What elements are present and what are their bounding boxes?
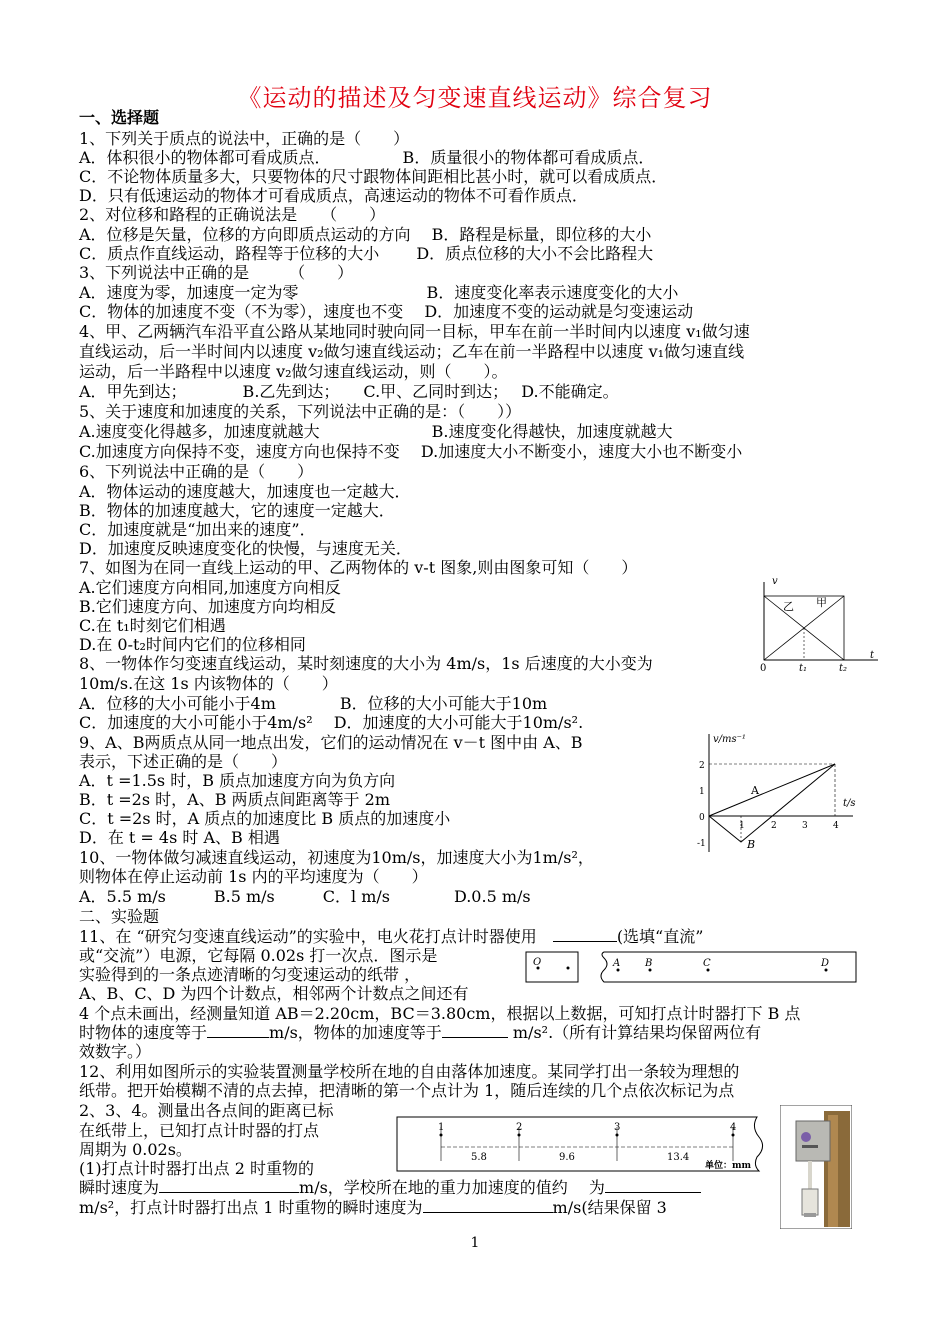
answer-blank-velocity-1[interactable] bbox=[423, 1198, 553, 1213]
question-4-line3: 运动，后一半路程中以速度 v₂做匀速直线运动，则（ ）。 bbox=[79, 362, 508, 381]
t-axis-label: t bbox=[870, 650, 875, 661]
q1-option-d: D．只有低速运动的物体才可看成质点，高速运动的物体不可看作质点． bbox=[79, 186, 588, 205]
yi-label: 乙 bbox=[783, 600, 794, 613]
x-axis-unit: t/s bbox=[843, 798, 856, 809]
q12-line7-text-b: m/s，学校所在地的重力加速度的值约 为 bbox=[299, 1178, 605, 1197]
q7-vt-graph bbox=[752, 572, 882, 672]
q4-options: A．甲先到达； B.乙先到达； C.甲、乙同时到达； D.不能确定。 bbox=[79, 382, 619, 401]
y-tick-2: 2 bbox=[699, 761, 705, 771]
answer-blank-gravity[interactable] bbox=[605, 1178, 701, 1193]
q12-paper-tape bbox=[395, 1113, 775, 1175]
question-5: 5、关于速度和加速度的关系，下列说法中正确的是：（ ）） bbox=[79, 402, 522, 421]
distance-2-3: 9.6 bbox=[559, 1152, 575, 1163]
y-tick-0: 0 bbox=[699, 813, 705, 823]
tape-label-o: O bbox=[533, 957, 542, 968]
point-3-label: 3 bbox=[614, 1122, 621, 1133]
q2-options-ab: A．位移是矢量，位移的方向即质点运动的方向 B．路程是标量，即位移的大小 bbox=[79, 225, 652, 244]
point-2-dot bbox=[518, 1134, 521, 1137]
x-tick-1: 1 bbox=[739, 821, 745, 831]
q9-option-d: D．在 t = 4s 时 A、B 相遇 bbox=[79, 828, 280, 847]
answer-blank-velocity-2[interactable] bbox=[159, 1178, 299, 1193]
q11-line6-text-a: 时物体的速度等于 bbox=[79, 1023, 208, 1042]
q9-option-b: B．t =2s 时，A、B 两质点间距离等于 2m bbox=[79, 790, 390, 809]
q10-options: A．5.5 m/s B.5 m/s C．l m/s D.0.5 m/s bbox=[79, 887, 531, 906]
question-4-line1: 4、甲、乙两辆汽车沿平直公路从某地同时驶向同一目标，甲车在前一半时间内以速度 v₁做匀速 bbox=[79, 322, 750, 341]
question-4-line2: 直线运动，后一半时间内以速度 v₂做匀速直线运动；乙车在前一半路程中以速度 v₁做匀速直线 bbox=[79, 342, 745, 361]
x-tick-2: 2 bbox=[771, 821, 777, 831]
q12-line8-text-b: m/s(结果保留 3 bbox=[552, 1198, 667, 1217]
jia-label: 甲 bbox=[816, 596, 827, 609]
q5-options-ab: A.速度变化得越多，加速度就越大 B.速度变化得越快，加速度就越大 bbox=[79, 422, 673, 441]
q7-option-d: D.在 0-t₂时间内它们的位移相同 bbox=[79, 635, 306, 654]
question-11-line5: 4 个点未画出，经测量知道 AB＝2.20cm，BC＝3.80cm，根据以上数据，可知打点计时器打下 B 点 bbox=[79, 1004, 801, 1023]
question-10-line1: 10、一物体做匀减速直线运动，初速度为10m/s，加速度大小为1m/s²， bbox=[79, 848, 594, 867]
question-10-line2: 则物体在停止运动前 1s 内的平均速度为（ ） bbox=[79, 867, 428, 886]
q5-options-cd: C.加速度方向保持不变，速度方向也保持不变 D.加速度大小不断变小，速度大小也不断变小 bbox=[79, 442, 743, 461]
question-11-line1 bbox=[79, 927, 703, 946]
q11-line6-text-b: m/s，物体的加速度等于 bbox=[269, 1023, 442, 1042]
point-1-dot bbox=[440, 1134, 443, 1137]
y-tick-neg1: -1 bbox=[697, 839, 706, 849]
question-1: 1、下列关于质点的说法中，正确的是（ ） bbox=[79, 129, 410, 148]
question-11-line4: A、B、C、D 为四个计数点，相邻两个计数点之间还有 bbox=[79, 984, 469, 1003]
question-11-line7: 效数字。） bbox=[79, 1042, 152, 1061]
question-12-line8 bbox=[79, 1198, 667, 1217]
question-8-line2: 10m/s.在这 1s 内该物体的（ ） bbox=[79, 674, 338, 693]
section-heading-experiment: 二、实验题 bbox=[79, 907, 160, 926]
q12-line7-text-a: 瞬时速度为 bbox=[79, 1178, 160, 1197]
q11-line1-hint: (选填“直流” bbox=[616, 927, 704, 946]
q6-option-b: B．物体的加速度越大，它的速度一定越大． bbox=[79, 501, 395, 520]
q1-options-ab: A．体积很小的物体都可看成质点． B．质量很小的物体都可看成质点． bbox=[79, 148, 655, 167]
point-4-dot bbox=[732, 1134, 735, 1137]
q9-vt-graph bbox=[695, 728, 865, 858]
point-2-label: 2 bbox=[516, 1122, 523, 1133]
q7-option-b: B.它们速度方向、加速度方向均相反 bbox=[79, 597, 336, 616]
q3-options-cd: C．物体的加速度不变（不为零），速度也不变 D．加速度不变的运动就是匀变速运动 bbox=[79, 302, 694, 321]
tape-label-b: B bbox=[645, 958, 653, 969]
timer-slot bbox=[802, 1145, 818, 1148]
question-12-line3: 2、3、4。测量出各点间的距离已标 bbox=[79, 1101, 334, 1120]
question-12-line1: 12、利用如图所示的实验装置测量学校所在地的自由落体加速度。某同学打出一条较为理想的 bbox=[79, 1062, 740, 1081]
x-tick-3: 3 bbox=[802, 821, 808, 831]
q11-line1-text: 11、在 “研究匀变速直线运动”的实验中，电火花打点计时器使用 bbox=[79, 927, 553, 946]
v-label: v bbox=[772, 576, 778, 587]
t2-label: t₂ bbox=[839, 663, 848, 672]
line-A bbox=[709, 764, 835, 816]
section-heading-choice: 一、选择题 bbox=[79, 108, 160, 127]
q9-option-a: A．t =1.5s 时，B 质点加速度方向为负方向 bbox=[79, 771, 396, 790]
q9-option-c: C．t =2s 时，A 质点的加速度比 B 质点的加速度小 bbox=[79, 809, 451, 828]
point-1-label: 1 bbox=[438, 1122, 445, 1133]
weight-base bbox=[804, 1213, 816, 1217]
answer-blank-velocity-b[interactable] bbox=[207, 1023, 269, 1038]
tape-label-d: D bbox=[821, 958, 830, 969]
point-4-label: 4 bbox=[730, 1122, 737, 1133]
q8-options-cd: C．加速度的大小可能小于4m/s² D．加速度的大小可能大于10m/s². bbox=[79, 713, 584, 732]
q11-line6-text-c: m/s².（所有计算结果均保留两位有 bbox=[507, 1023, 762, 1042]
question-11-line3: 实验得到的一条点迹清晰的匀变速运动的纸带 ， bbox=[79, 965, 421, 984]
question-3: 3、下列说法中正确的是 （ ） bbox=[79, 263, 354, 282]
t1-label: t₁ bbox=[799, 663, 808, 672]
label-B: B bbox=[747, 838, 756, 851]
x-tick-4: 4 bbox=[833, 821, 839, 831]
question-12-line7 bbox=[79, 1178, 701, 1197]
q11-paper-tape bbox=[524, 948, 860, 988]
question-8-line1: 8、一物体作匀变速直线运动，某时刻速度的大小为 4m/s，1s 后速度的大小变为 bbox=[79, 654, 653, 673]
distance-1-2: 5.8 bbox=[471, 1152, 487, 1163]
question-12-line4: 在纸带上，已知打点计时器的打点 bbox=[79, 1121, 320, 1140]
answer-blank-acceleration[interactable] bbox=[442, 1023, 508, 1038]
q3-options-ab: A．速度为零，加速度一定为零 B．速度变化率表示速度变化的大小 bbox=[79, 283, 679, 302]
y-axis-unit: v/ms⁻¹ bbox=[713, 734, 746, 745]
point-3-dot bbox=[616, 1134, 619, 1137]
question-11-line2: 或“交流”）电源，它每隔 0.02s 打一次点．图示是 bbox=[79, 946, 438, 965]
q7-option-a: A.它们速度方向相同,加速度方向相反 bbox=[79, 578, 341, 597]
q6-option-a: A．物体运动的速度越大，加速度也一定越大． bbox=[79, 482, 411, 501]
question-9-line2: 表示，下述正确的是（ ） bbox=[79, 752, 288, 771]
falling-weight bbox=[802, 1189, 818, 1215]
question-11-line6 bbox=[79, 1023, 761, 1042]
label-A: A bbox=[751, 784, 759, 797]
timer-body bbox=[796, 1121, 830, 1161]
y-tick-1: 1 bbox=[699, 787, 705, 797]
timer-knob bbox=[801, 1132, 811, 1142]
question-12-line2: 纸带。把开始模糊不清的点去掉，把清晰的第一个点计为 1，随后连续的几个点依次标记为点 bbox=[79, 1081, 735, 1100]
page-title: 《运动的描述及匀变速直线运动》综合复习 bbox=[237, 84, 713, 112]
question-2: 2、对位移和路程的正确说法是 （ ） bbox=[79, 205, 386, 224]
question-7: 7、如图为在同一直线上运动的甲、乙两物体的 v-t 图象,则由图象可知（ ） bbox=[79, 558, 638, 577]
answer-blank-power[interactable] bbox=[553, 927, 617, 942]
unit-label: 单位：mm bbox=[705, 1161, 752, 1171]
q7-option-c: C.在 t₁时刻它们相遇 bbox=[79, 616, 226, 635]
tape-label-a: A bbox=[613, 958, 621, 969]
q12-line8-text-a: m/s²，打点计时器打出点 1 时重物的瞬时速度为 bbox=[79, 1198, 423, 1217]
question-12-line6: (1)打点计时器打出点 2 时重物的 bbox=[79, 1159, 315, 1178]
tape-label-c: C bbox=[703, 958, 711, 969]
q6-option-c: C．加速度就是“加出来的速度”． bbox=[79, 520, 316, 539]
question-12-line5: 周期为 0.02s。 bbox=[79, 1140, 192, 1159]
tape-dot-extra bbox=[567, 967, 570, 970]
q8-options-ab: A．位移的大小可能小于4m B．位移的大小可能大于10m bbox=[79, 694, 548, 713]
page-number: 1 bbox=[470, 1235, 480, 1251]
q6-option-d: D．加速度反映速度变化的快慢，与速度无关． bbox=[79, 539, 412, 558]
tape-right-segment bbox=[601, 952, 856, 982]
distance-3-4: 13.4 bbox=[667, 1152, 690, 1163]
origin-label: 0 bbox=[760, 663, 767, 672]
question-9-line1: 9、A、B两质点从同一地点出发，它们的运动情况在 v－t 图中由 A、B bbox=[79, 733, 583, 752]
q1-option-c: C．不论物体质量多大，只要物体的尺寸跟物体间距相比甚小时，就可以看成质点． bbox=[79, 167, 668, 186]
question-6: 6、下列说法中正确的是（ ） bbox=[79, 462, 314, 481]
apparatus-photo bbox=[780, 1105, 852, 1229]
q2-options-cd: C．质点作直线运动，路程等于位移的大小 D．质点位移的大小不会比路程大 bbox=[79, 244, 654, 263]
